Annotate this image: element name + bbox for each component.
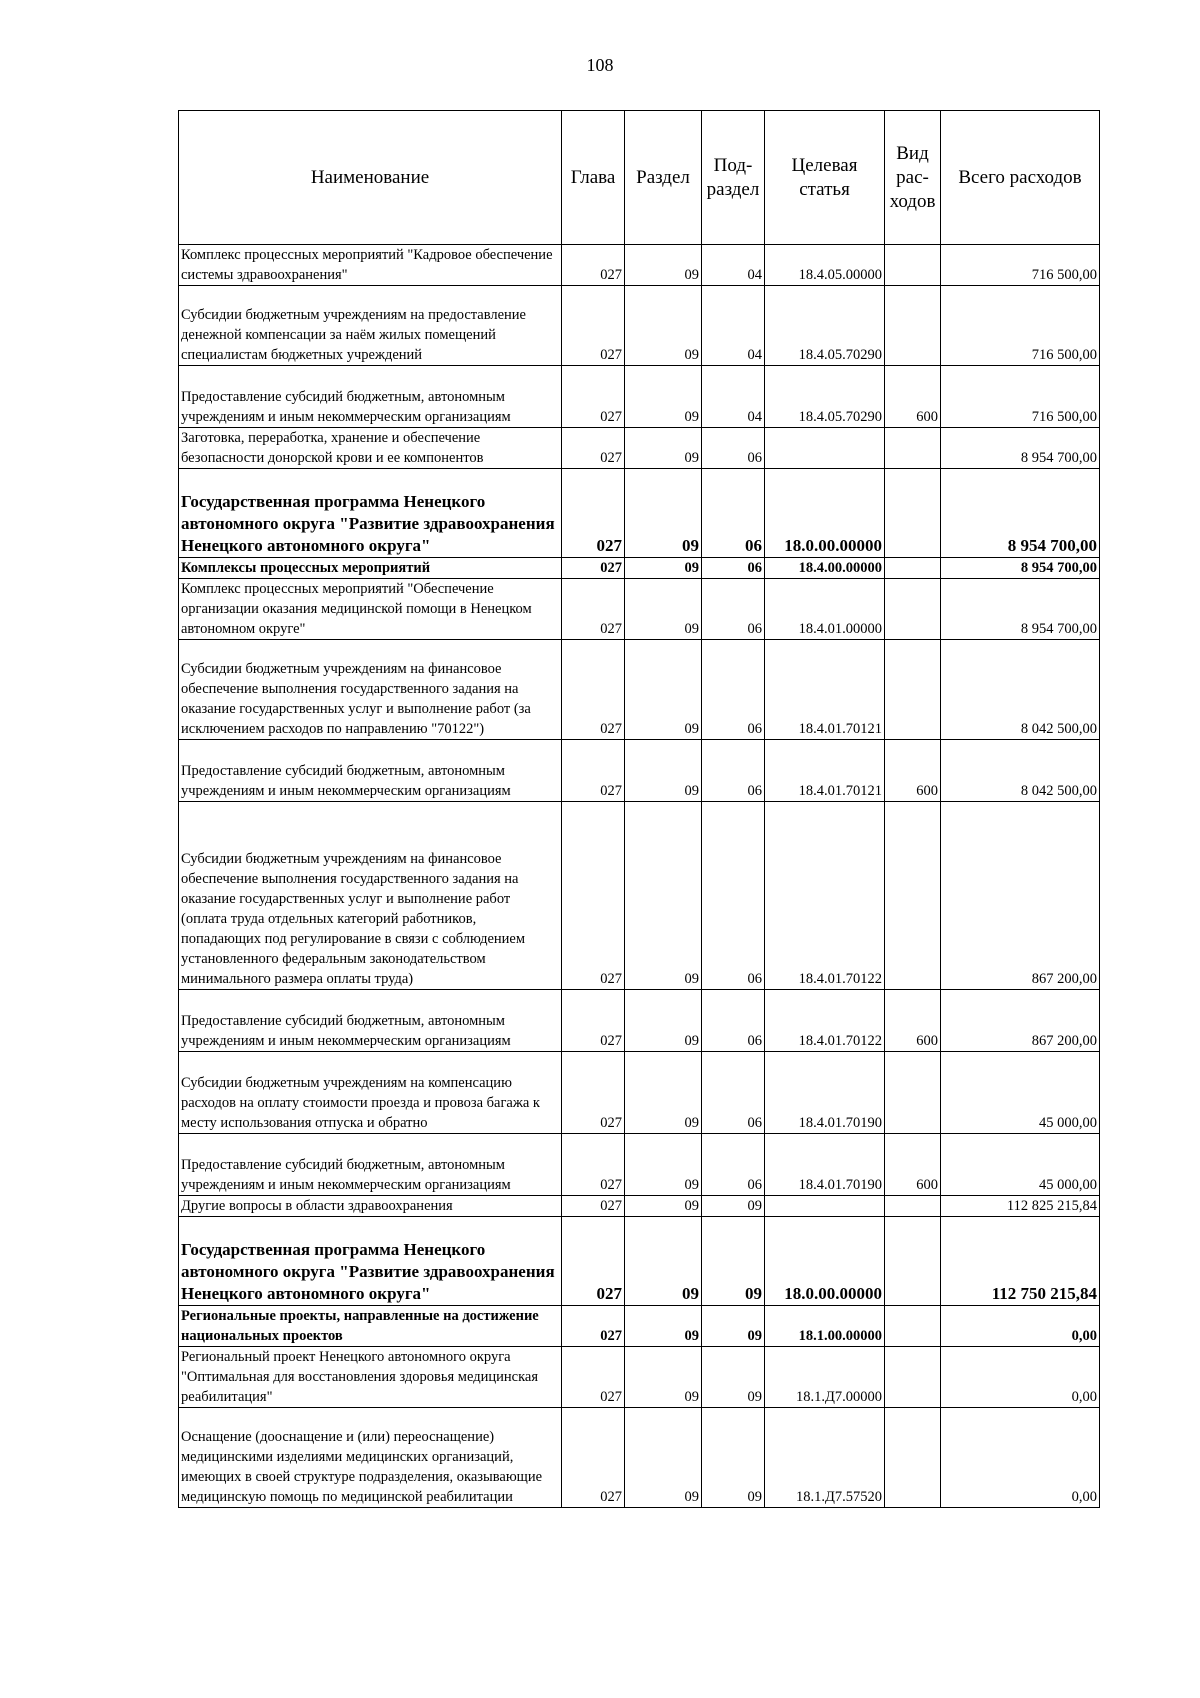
cell-section: 09 bbox=[625, 579, 702, 640]
cell-chapter: 027 bbox=[562, 990, 625, 1052]
page-number: 108 bbox=[586, 55, 614, 75]
cell-subsection: 09 bbox=[702, 1196, 765, 1217]
cell-section: 09 bbox=[625, 1306, 702, 1347]
cell-subsection: 09 bbox=[702, 1408, 765, 1508]
cell-target: 18.4.01.00000 bbox=[765, 579, 885, 640]
cell-total: 8 954 700,00 bbox=[941, 428, 1100, 469]
cell-target: 18.4.00.00000 bbox=[765, 558, 885, 579]
cell-total: 8 954 700,00 bbox=[941, 558, 1100, 579]
table-row bbox=[179, 469, 1100, 558]
cell-subsection: 06 bbox=[702, 740, 765, 802]
cell-chapter: 027 bbox=[562, 1347, 625, 1408]
cell-subsection: 06 bbox=[702, 990, 765, 1052]
cell-target: 18.4.01.70122 bbox=[765, 990, 885, 1052]
cell-target: 18.4.01.70122 bbox=[765, 802, 885, 990]
cell-type bbox=[885, 1408, 941, 1508]
cell-type: 600 bbox=[885, 366, 941, 428]
cell-type: 600 bbox=[885, 990, 941, 1052]
cell-name: Комплекс процессных мероприятий "Обеспечение организации оказания медицинской помощи в Ненецком автономном округе" bbox=[179, 579, 562, 640]
cell-chapter: 027 bbox=[562, 1134, 625, 1196]
cell-type bbox=[885, 1196, 941, 1217]
cell-total: 0,00 bbox=[941, 1408, 1100, 1508]
table-row bbox=[179, 558, 1100, 579]
cell-name: Субсидии бюджетным учреждениям на финансовое обеспечение выполнения государственного задания на оказание государственных услуг и выполнение работ (оплата труда отдельных категорий работников, попадающих под регулирование в связи с соблюдением установленного федеральным законодательством минимального размера оплаты труда) bbox=[179, 802, 562, 990]
cell-total: 867 200,00 bbox=[941, 990, 1100, 1052]
cell-name: Субсидии бюджетным учреждениям на предоставление денежной компенсации за наём жилых помещений специалистам бюджетных учреждений bbox=[179, 286, 562, 366]
cell-chapter: 027 bbox=[562, 1408, 625, 1508]
cell-subsection: 09 bbox=[702, 1347, 765, 1408]
cell-name: Субсидии бюджетным учреждениям на финансовое обеспечение выполнения государственного задания на оказание государственных услуг и выполнение работ (за исключением расходов по направлению "70122") bbox=[179, 640, 562, 740]
cell-section: 09 bbox=[625, 640, 702, 740]
cell-name: Предоставление субсидий бюджетным, автономным учреждениям и иным некоммерческим организациям bbox=[179, 1134, 562, 1196]
cell-target: 18.0.00.00000 bbox=[765, 1217, 885, 1306]
cell-type bbox=[885, 1052, 941, 1134]
cell-section: 09 bbox=[625, 740, 702, 802]
header-section: Раздел bbox=[625, 111, 702, 245]
cell-section: 09 bbox=[625, 469, 702, 558]
cell-chapter: 027 bbox=[562, 428, 625, 469]
cell-name: Предоставление субсидий бюджетным, автономным учреждениям и иным некоммерческим организациям bbox=[179, 366, 562, 428]
cell-type bbox=[885, 802, 941, 990]
cell-total: 112 750 215,84 bbox=[941, 1217, 1100, 1306]
budget-table bbox=[178, 110, 1100, 1508]
header-total: Всего расходов bbox=[941, 111, 1100, 245]
cell-subsection: 04 bbox=[702, 245, 765, 286]
cell-type: 600 bbox=[885, 1134, 941, 1196]
cell-section: 09 bbox=[625, 245, 702, 286]
cell-name: Государственная программа Ненецкого автономного округа "Развитие здравоохранения Ненецкого автономного округа" bbox=[179, 469, 562, 558]
cell-section: 09 bbox=[625, 286, 702, 366]
cell-chapter: 027 bbox=[562, 469, 625, 558]
table-row bbox=[179, 1217, 1100, 1306]
cell-subsection: 06 bbox=[702, 558, 765, 579]
cell-type bbox=[885, 1217, 941, 1306]
cell-total: 45 000,00 bbox=[941, 1052, 1100, 1134]
cell-type bbox=[885, 558, 941, 579]
table-row bbox=[179, 802, 1100, 990]
cell-total: 8 042 500,00 bbox=[941, 640, 1100, 740]
cell-subsection: 04 bbox=[702, 286, 765, 366]
cell-total: 8 954 700,00 bbox=[941, 469, 1100, 558]
table-row bbox=[179, 1196, 1100, 1217]
header-name: Наименование bbox=[179, 111, 562, 245]
table-row bbox=[179, 286, 1100, 366]
table-row bbox=[179, 740, 1100, 802]
cell-type: 600 bbox=[885, 740, 941, 802]
cell-chapter: 027 bbox=[562, 558, 625, 579]
cell-target: 18.4.05.00000 bbox=[765, 245, 885, 286]
cell-subsection: 06 bbox=[702, 1134, 765, 1196]
cell-section: 09 bbox=[625, 802, 702, 990]
cell-chapter: 027 bbox=[562, 740, 625, 802]
cell-chapter: 027 bbox=[562, 640, 625, 740]
cell-name: Субсидии бюджетным учреждениям на компенсацию расходов на оплату стоимости проезда и провоза багажа к месту использования отпуска и обратно bbox=[179, 1052, 562, 1134]
cell-total: 716 500,00 bbox=[941, 366, 1100, 428]
cell-subsection: 09 bbox=[702, 1306, 765, 1347]
cell-section: 09 bbox=[625, 1347, 702, 1408]
cell-total: 0,00 bbox=[941, 1347, 1100, 1408]
cell-subsection: 06 bbox=[702, 428, 765, 469]
cell-chapter: 027 bbox=[562, 579, 625, 640]
cell-target: 18.1.Д7.00000 bbox=[765, 1347, 885, 1408]
cell-chapter: 027 bbox=[562, 286, 625, 366]
cell-subsection: 06 bbox=[702, 640, 765, 740]
cell-target: 18.4.01.70190 bbox=[765, 1134, 885, 1196]
cell-subsection: 09 bbox=[702, 1217, 765, 1306]
cell-chapter: 027 bbox=[562, 366, 625, 428]
cell-section: 09 bbox=[625, 1052, 702, 1134]
cell-total: 716 500,00 bbox=[941, 245, 1100, 286]
cell-target: 18.1.00.00000 bbox=[765, 1306, 885, 1347]
cell-target: 18.4.05.70290 bbox=[765, 366, 885, 428]
cell-target bbox=[765, 1196, 885, 1217]
cell-chapter: 027 bbox=[562, 1052, 625, 1134]
cell-total: 112 825 215,84 bbox=[941, 1196, 1100, 1217]
cell-section: 09 bbox=[625, 990, 702, 1052]
cell-subsection: 06 bbox=[702, 802, 765, 990]
table-row bbox=[179, 366, 1100, 428]
cell-target: 18.0.00.00000 bbox=[765, 469, 885, 558]
cell-name: Комплексы процессных мероприятий bbox=[179, 558, 562, 579]
header-chapter: Глава bbox=[562, 111, 625, 245]
cell-section: 09 bbox=[625, 366, 702, 428]
cell-section: 09 bbox=[625, 1408, 702, 1508]
cell-total: 716 500,00 bbox=[941, 286, 1100, 366]
cell-chapter: 027 bbox=[562, 1306, 625, 1347]
cell-chapter: 027 bbox=[562, 1217, 625, 1306]
cell-section: 09 bbox=[625, 428, 702, 469]
cell-target: 18.1.Д7.57520 bbox=[765, 1408, 885, 1508]
cell-name: Предоставление субсидий бюджетным, автономным учреждениям и иным некоммерческим организациям bbox=[179, 740, 562, 802]
cell-type bbox=[885, 1347, 941, 1408]
cell-type bbox=[885, 1306, 941, 1347]
table-row bbox=[179, 1052, 1100, 1134]
cell-name: Государственная программа Ненецкого автономного округа "Развитие здравоохранения Ненецкого автономного округа" bbox=[179, 1217, 562, 1306]
table-row bbox=[179, 990, 1100, 1052]
header-subsection: Под- раздел bbox=[702, 111, 765, 245]
cell-type bbox=[885, 428, 941, 469]
cell-section: 09 bbox=[625, 1217, 702, 1306]
cell-type bbox=[885, 640, 941, 740]
cell-target: 18.4.01.70121 bbox=[765, 640, 885, 740]
cell-subsection: 06 bbox=[702, 1052, 765, 1134]
cell-chapter: 027 bbox=[562, 1196, 625, 1217]
table-row bbox=[179, 1134, 1100, 1196]
cell-target: 18.4.01.70121 bbox=[765, 740, 885, 802]
cell-name: Региональные проекты, направленные на достижение национальных проектов bbox=[179, 1306, 562, 1347]
table-row bbox=[179, 1306, 1100, 1347]
cell-section: 09 bbox=[625, 558, 702, 579]
header-type: Вид рас- ходов bbox=[885, 111, 941, 245]
cell-total: 45 000,00 bbox=[941, 1134, 1100, 1196]
header-target: Целевая статья bbox=[765, 111, 885, 245]
table-row bbox=[179, 245, 1100, 286]
cell-total: 8 042 500,00 bbox=[941, 740, 1100, 802]
cell-name: Оснащение (дооснащение и (или) переоснащение) медицинскими изделиями медицинских организаций, имеющих в своей структуре подразделения, оказывающие медицинскую помощь по медицинской реабилитации bbox=[179, 1408, 562, 1508]
cell-type bbox=[885, 579, 941, 640]
cell-target bbox=[765, 428, 885, 469]
cell-name: Другие вопросы в области здравоохранения bbox=[179, 1196, 562, 1217]
cell-name: Заготовка, переработка, хранение и обеспечение безопасности донорской крови и ее компонентов bbox=[179, 428, 562, 469]
cell-name: Региональный проект Ненецкого автономного округа "Оптимальная для восстановления здоровья медицинская реабилитация" bbox=[179, 1347, 562, 1408]
table-row bbox=[179, 579, 1100, 640]
cell-subsection: 06 bbox=[702, 469, 765, 558]
cell-type bbox=[885, 286, 941, 366]
cell-section: 09 bbox=[625, 1196, 702, 1217]
cell-chapter: 027 bbox=[562, 245, 625, 286]
table-row bbox=[179, 1408, 1100, 1508]
cell-type bbox=[885, 245, 941, 286]
cell-total: 867 200,00 bbox=[941, 802, 1100, 990]
cell-subsection: 04 bbox=[702, 366, 765, 428]
cell-chapter: 027 bbox=[562, 802, 625, 990]
cell-total: 8 954 700,00 bbox=[941, 579, 1100, 640]
cell-total: 0,00 bbox=[941, 1306, 1100, 1347]
cell-section: 09 bbox=[625, 1134, 702, 1196]
cell-name: Комплекс процессных мероприятий "Кадровое обеспечение системы здравоохранения" bbox=[179, 245, 562, 286]
cell-name: Предоставление субсидий бюджетным, автономным учреждениям и иным некоммерческим организациям bbox=[179, 990, 562, 1052]
table-header-row bbox=[179, 111, 1100, 245]
cell-target: 18.4.01.70190 bbox=[765, 1052, 885, 1134]
cell-target: 18.4.05.70290 bbox=[765, 286, 885, 366]
table-row bbox=[179, 428, 1100, 469]
cell-subsection: 06 bbox=[702, 579, 765, 640]
table-row bbox=[179, 640, 1100, 740]
table-row bbox=[179, 1347, 1100, 1408]
cell-type bbox=[885, 469, 941, 558]
